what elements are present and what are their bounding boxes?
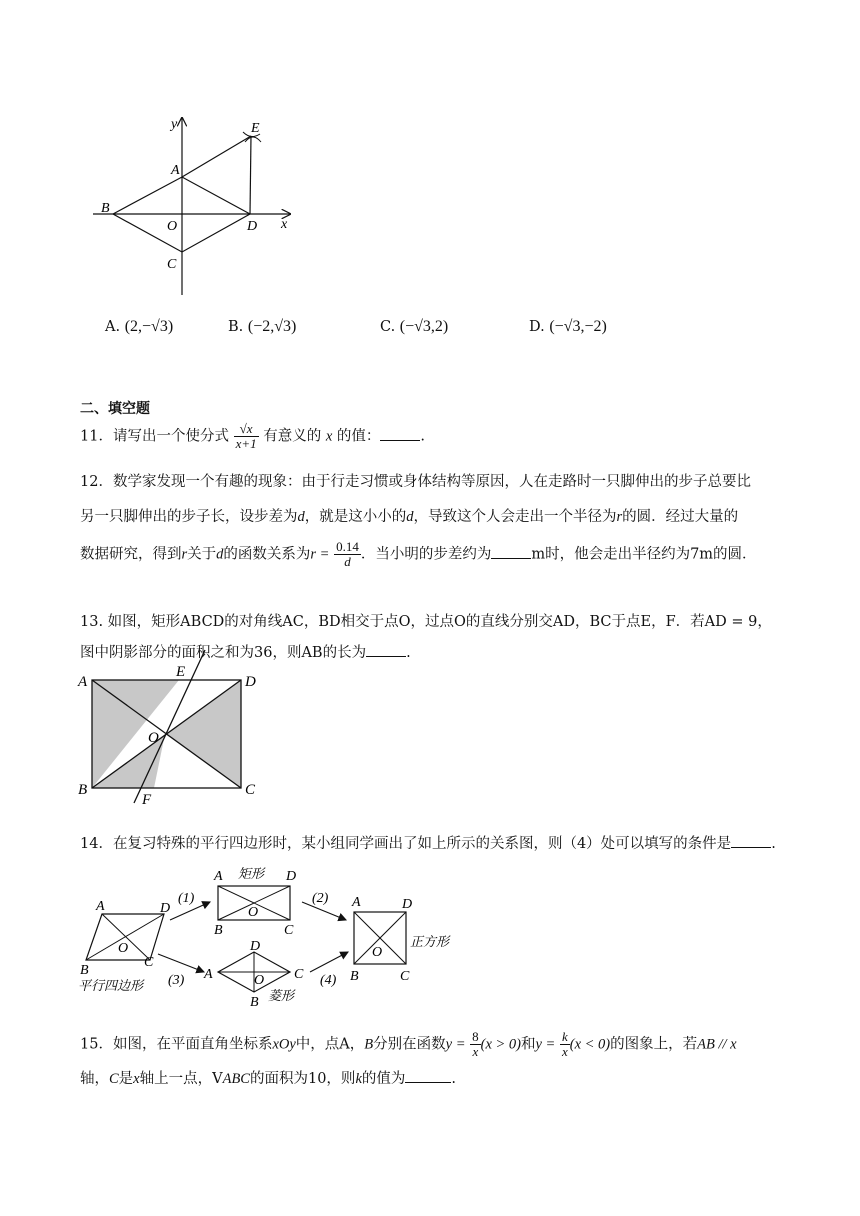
label-c: C <box>167 257 177 272</box>
label-d: D <box>247 219 258 234</box>
label-o: O <box>372 945 383 960</box>
option-letter: D. <box>529 319 545 335</box>
label-c: C <box>284 923 294 938</box>
q10-option-d[interactable] <box>529 318 607 336</box>
rectangle-label: 矩形 <box>238 866 265 881</box>
question-15-line1: 15．如图，在平面直角坐标系xOy中，点A，B分别在函数y = $\frac{8}{x}$ (x > 0)和y = $\frac{k}{x}$ (x < 0)的图象上，若AB // x <box>80 1029 737 1059</box>
label-o: O <box>254 973 265 988</box>
question-11: 11．请写出一个使分式 $\frac{√x}{x+1}$ 有意义的 x 的值： . <box>80 421 425 451</box>
q10-option-b[interactable] <box>228 318 296 336</box>
label-b: B <box>350 969 359 984</box>
rhombus-label: 菱形 <box>268 988 295 1003</box>
q10-figure <box>85 112 305 302</box>
arrow-3 <box>158 954 204 972</box>
option-letter: B. <box>228 319 244 335</box>
q10-option-a[interactable] <box>105 318 173 336</box>
question-12-line2: 另一只脚伸出的步子长，设步差为d，就是这小小的d，导致这个人会走出一个半径为r的圆．经过大量的 <box>80 509 739 525</box>
label-o: O <box>167 219 178 234</box>
square-label: 正方形 <box>410 934 450 949</box>
option-value: (−√3,2) <box>399 318 449 335</box>
label-c: C <box>245 782 256 798</box>
option-letter: C. <box>380 319 396 335</box>
answer-blank[interactable] <box>380 426 420 441</box>
label-o: O <box>148 730 159 746</box>
label-d: D <box>160 901 171 916</box>
question-13-line1: 13. 如图，矩形ABCD的对角线AC，BD相交于点O，过点O的直线分别交AD，BC于点E，F．若AD = 9， <box>80 614 772 630</box>
label-a: A <box>352 895 361 910</box>
label-o: O <box>118 941 129 956</box>
q12-fraction: $\frac{0.14}{d}$ <box>336 539 359 569</box>
segment-de <box>250 136 251 214</box>
label-a: A <box>214 869 223 884</box>
question-12-line1: 12．数学家发现一个有趣的现象：由于行走习惯或身体结构等原因，人在走路时一只脚伸出的步子总要比 <box>80 474 751 490</box>
label-x: x <box>281 217 288 232</box>
label-c: C <box>400 969 410 984</box>
q15-fraction-2: $\frac{k}{x}$ <box>561 1029 568 1059</box>
segment-ae <box>182 136 251 177</box>
arrow-4 <box>310 952 348 972</box>
q15-fraction-1: $\frac{8}{x}$ <box>472 1029 479 1059</box>
label-b: B <box>250 995 259 1010</box>
label-a: A <box>96 899 105 914</box>
label-y: y <box>171 117 178 132</box>
parallelogram-label: 平行四边形 <box>78 978 144 993</box>
arrow-2-label: (2) <box>312 891 329 906</box>
label-b: B <box>80 963 89 978</box>
option-value: (−√3,−2) <box>549 318 607 335</box>
label-b: B <box>214 923 223 938</box>
label-d: D <box>245 674 256 690</box>
question-15-line2: 轴，C是x轴上一点，VABC的面积为10，则k的值为 . <box>80 1068 456 1089</box>
option-value: (−2,√3) <box>247 318 297 335</box>
label-c: C <box>294 967 304 982</box>
option-letter: A. <box>105 319 121 335</box>
label-d: D <box>250 939 261 954</box>
label-a: A <box>171 163 180 178</box>
arrow-4-label: (4) <box>320 973 337 988</box>
answer-blank[interactable] <box>491 544 531 559</box>
section-title: 二、填空题 <box>80 401 150 417</box>
label-d: D <box>286 869 297 884</box>
q11-fraction: $\frac{√x}{x+1}$ <box>235 421 257 451</box>
answer-blank[interactable] <box>366 642 406 657</box>
question-13-line2: 图中阴影部分的面积之和为36，则AB的长为 . <box>80 642 411 663</box>
label-e: E <box>251 121 260 136</box>
q10-option-c[interactable] <box>380 318 448 336</box>
label-b: B <box>101 201 110 216</box>
arrow-3-label: (3) <box>168 973 185 988</box>
label-o: O <box>248 905 259 920</box>
answer-blank[interactable] <box>731 833 771 848</box>
label-f: F <box>142 792 152 808</box>
label-b: B <box>78 782 88 798</box>
question-14: 14．在复习特殊的平行四边形时，某小组同学画出了如上所示的关系图，则（4）处可以填写的条件是 . <box>80 833 776 854</box>
arrow-1-label: (1) <box>178 891 195 906</box>
option-value: (2,−√3) <box>124 318 174 335</box>
answer-blank[interactable] <box>405 1068 451 1083</box>
label-e: E <box>176 664 186 680</box>
label-c: C <box>144 955 154 970</box>
label-a: A <box>78 674 88 690</box>
label-a: A <box>204 967 213 982</box>
question-12-line3: 数据研究，得到r关于d的函数关系为r = $\frac{0.14}{d}$ ．当小明的步差约为 m时，他会走出半径约为7m的圆． <box>80 539 757 569</box>
q13-figure <box>72 648 272 808</box>
q14-figure <box>72 862 472 1012</box>
label-d: D <box>402 897 413 912</box>
